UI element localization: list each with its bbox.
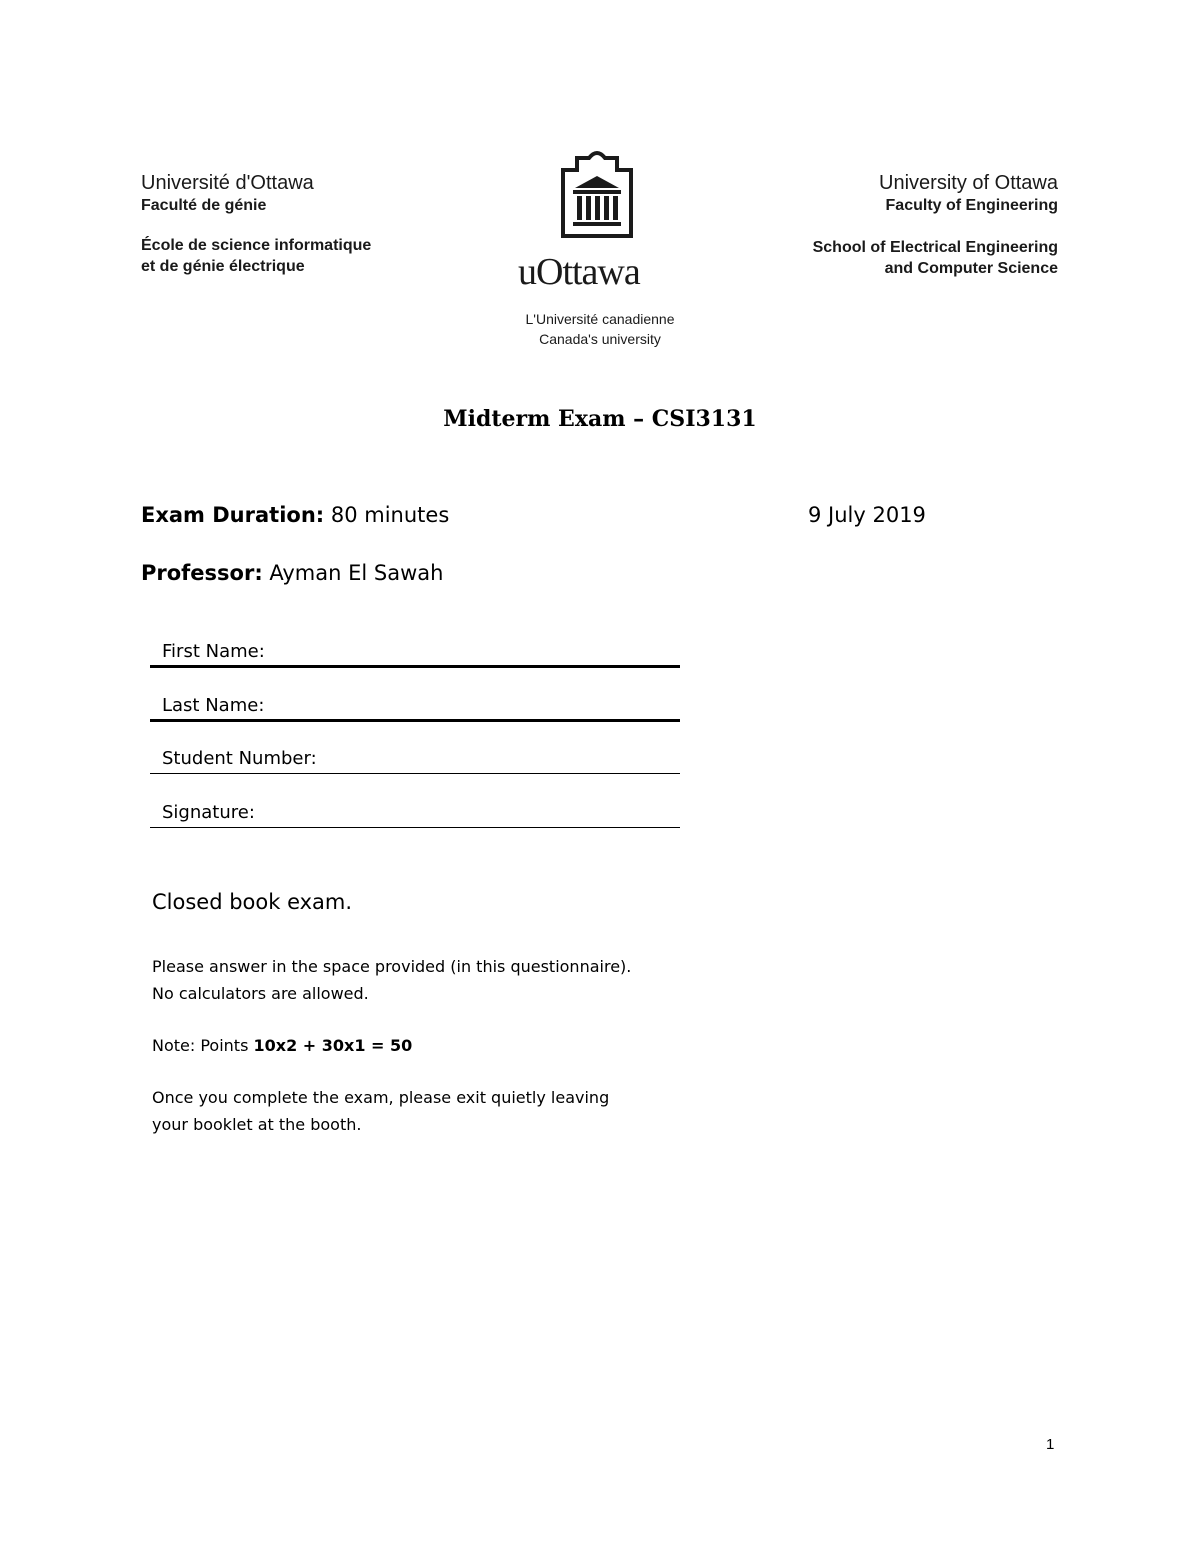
professor-value: Ayman El Sawah	[262, 561, 444, 585]
points-note	[152, 1032, 412, 1059]
exit-instruction-line1: Once you complete the exam, please exit quietly leaving	[152, 1088, 610, 1107]
page-number: 1	[1046, 1436, 1055, 1453]
tagline-fr: L'Université canadienne	[525, 311, 675, 327]
school-name-fr-line2: et de génie électrique	[141, 258, 305, 275]
last-name-label: Last Name:	[162, 695, 265, 716]
exam-duration	[141, 503, 449, 527]
points-note-value: 10x2 + 30x1 = 50	[253, 1036, 413, 1055]
signature-label: Signature:	[162, 802, 255, 823]
signature-line[interactable]	[150, 827, 680, 828]
exam-date: 9 July 2019	[808, 503, 926, 527]
university-name-en: University of Ottawa	[879, 172, 1058, 194]
university-building-icon	[555, 148, 639, 240]
points-note-label: Note: Points	[152, 1036, 254, 1055]
exam-duration-value: 80 minutes	[324, 503, 450, 527]
school-name-en-line1: School of Electrical Engineering	[812, 239, 1058, 256]
answer-instruction-line1: Please answer in the space provided (in this questionnaire).	[152, 957, 632, 976]
professor	[141, 561, 443, 585]
first-name-line[interactable]	[150, 665, 680, 668]
faculty-name-en: Faculty of Engineering	[885, 197, 1058, 214]
student-number-label: Student Number:	[162, 748, 317, 769]
school-name-fr-line1: École de science informatique	[141, 237, 372, 254]
student-number-line[interactable]	[150, 773, 680, 774]
closed-book-note: Closed book exam.	[152, 890, 353, 914]
exam-title: Midterm Exam – CSI3131	[443, 406, 757, 432]
school-name-en-line2: and Computer Science	[884, 260, 1058, 277]
exam-duration-label: Exam Duration:	[141, 503, 325, 527]
first-name-label: First Name:	[162, 641, 265, 662]
exit-instruction-line2: your booklet at the booth.	[152, 1115, 362, 1134]
tagline-en: Canada's university	[539, 331, 661, 347]
answer-instruction-line2: No calculators are allowed.	[152, 984, 369, 1003]
professor-label: Professor:	[141, 561, 263, 585]
last-name-line[interactable]	[150, 719, 680, 722]
uottawa-wordmark: uOttawa	[518, 251, 640, 293]
university-name-fr: Université d'Ottawa	[141, 172, 314, 194]
faculty-name-fr: Faculté de génie	[141, 197, 267, 214]
